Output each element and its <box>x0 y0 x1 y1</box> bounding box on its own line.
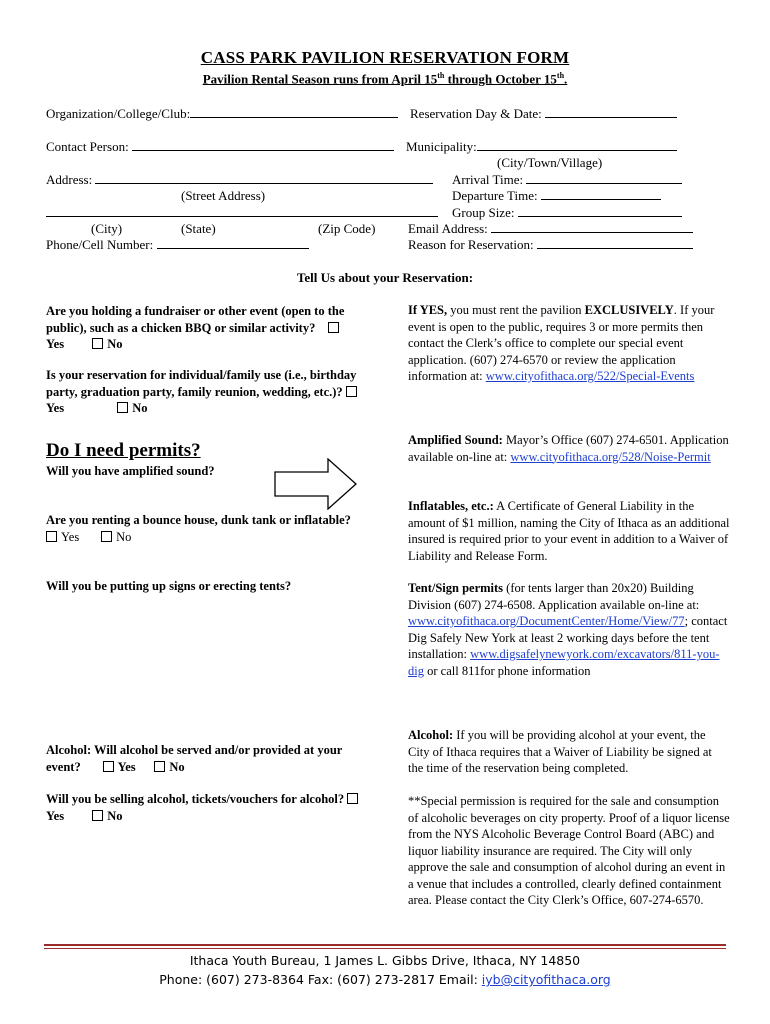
noise-permit-link[interactable]: www.cityofithaca.org/528/Noise-Permit <box>510 449 711 464</box>
tell-us-heading: Tell Us about your Reservation: <box>296 270 474 285</box>
departure-input[interactable] <box>541 188 661 200</box>
fundraiser-question: Are you holding a fundraiser or other event (open to the public), such as a chicken BBQ or similar activity? Yes No <box>46 304 345 351</box>
arrival-label: Arrival Time: <box>452 172 524 187</box>
checkbox-icon[interactable] <box>117 402 128 413</box>
footer-divider-thin <box>44 948 726 949</box>
inflatables-info: Inflatables, etc.: A Certificate of General Liability in the amount of $1 million, naming the City of Ithaca as an additional insured is required prior to your event in addition to a Waiver of Liability and Release Form. <box>408 499 730 563</box>
checkbox-icon[interactable] <box>46 531 57 542</box>
checkbox-icon[interactable] <box>103 761 114 772</box>
selling-no-option[interactable]: No <box>92 809 122 823</box>
reason-input[interactable] <box>537 237 693 249</box>
footer-contact: Phone: (607) 273-8364 Fax: (607) 273-2817 Email: iyb@cityofithaca.org <box>159 972 611 987</box>
permits-heading: Do I need permits? <box>46 440 201 461</box>
reservation-date-label: Reservation Day & Date: <box>410 106 542 121</box>
group-size-input[interactable] <box>518 205 682 217</box>
bounce-no-option[interactable]: No <box>101 530 131 544</box>
footer-divider <box>44 944 726 946</box>
contact-label: Contact Person: <box>46 139 129 154</box>
arrow-right-icon <box>274 458 358 510</box>
fundraiser-yes-option[interactable]: Yes <box>46 321 343 352</box>
zip-hint: (Zip Code) <box>318 221 376 236</box>
dig-safely-link[interactable]: www.digsafelynewyork.com/excavators/811-you-dig <box>408 647 720 678</box>
exclusive-info: If YES, you must rent the pavilion EXCLUSIVELY. If your event is open to the public, requires 3 or more permits then contact the Clerk’s office to complete our special event application. (607) 274-6570 or review the application information at: www.cityofithaca.org/522/Special-Events <box>408 303 715 383</box>
city-hint: (City) <box>91 221 123 236</box>
tent-info: Tent/Sign permits (for tents larger than 20x20) Building Division (607) 274-6508. Application available on-line at: www.cityofithaca.org/DocumentCenter/Home/View/77; contact Dig Safely New York at least 2 working days before the tent installation: www.digsafelynewyork.com/excavators/811-you-dig or call 811for phone information <box>408 581 728 678</box>
city-state-zip-input[interactable] <box>46 205 438 217</box>
email-label: Email Address: <box>408 221 488 236</box>
street-hint: (Street Address) <box>181 188 266 203</box>
phone-label: Phone/Cell Number: <box>46 237 154 252</box>
fundraiser-no-option[interactable]: No <box>92 337 122 351</box>
organization-field[interactable] <box>46 106 398 122</box>
signs-question: Will you be putting up signs or erecting tents? <box>46 579 292 593</box>
checkbox-icon[interactable] <box>92 810 103 821</box>
checkbox-icon[interactable] <box>346 386 357 397</box>
phone-field[interactable] <box>46 237 309 253</box>
arrival-field[interactable] <box>452 172 682 188</box>
email-input[interactable] <box>491 221 693 233</box>
contact-field[interactable] <box>46 139 394 155</box>
address-field[interactable] <box>46 172 433 188</box>
amplified-info: Amplified Sound: Mayor’s Office (607) 274-6501. Application available on-line at: www.cityofithaca.org/528/Noise-Permit <box>408 433 729 464</box>
footer-email-link[interactable]: iyb@cityofithaca.org <box>481 972 611 987</box>
group-size-field[interactable] <box>452 205 682 221</box>
checkbox-icon[interactable] <box>154 761 165 772</box>
reason-label: Reason for Reservation: <box>408 237 534 252</box>
document-center-link[interactable]: www.cityofithaca.org/DocumentCenter/Home/View/77 <box>408 614 685 628</box>
reservation-date-input[interactable] <box>545 106 677 118</box>
alcohol-question: Alcohol: Will alcohol be served and/or provided at your event? Yes No <box>46 743 343 774</box>
organization-label: Organization/College/Club: <box>46 106 191 121</box>
special-permission-info: **Special permission is required for the sale and consumption of alcoholic beverages on city property. Proof of a liquor license from the NYS Alcoholic Beverage Control Board (ABC) and liquor liability insurance are required. The City will only approve the sale and consumption of alcohol during an event in a venue that includes a controlled, clearly defined containment area. Please contact the City Clerk’s Office, 607-274-6570. <box>408 794 730 907</box>
checkbox-icon[interactable] <box>101 531 112 542</box>
alcohol-yes-option[interactable]: Yes <box>103 760 136 774</box>
footer-address: Ithaca Youth Bureau, 1 James L. Gibbs Drive, Ithaca, NY 14850 <box>189 953 581 968</box>
bounce-yes-option[interactable]: Yes <box>46 530 79 544</box>
group-size-label: Group Size: <box>452 205 515 220</box>
form-subtitle: Pavilion Rental Season runs from April 15th through October 15th. <box>202 71 568 87</box>
municipality-label: Municipality: <box>406 139 477 154</box>
reason-field[interactable] <box>408 237 693 253</box>
email-field[interactable] <box>408 221 693 237</box>
selling-yes-option[interactable]: Yes <box>46 792 362 823</box>
address-input[interactable] <box>95 172 433 184</box>
address-label: Address: <box>46 172 93 187</box>
amplified-question: Will you have amplified sound? <box>46 464 215 478</box>
alcohol-no-option[interactable]: No <box>154 760 184 774</box>
phone-input[interactable] <box>157 237 309 249</box>
special-events-link[interactable]: www.cityofithaca.org/522/Special-Events <box>485 369 695 383</box>
departure-field[interactable] <box>452 188 661 204</box>
state-hint: (State) <box>181 221 216 236</box>
family-question: Is your reservation for individual/family use (i.e., birthday party, graduation party, family reunion, wedding, etc.)? Yes No <box>46 367 366 417</box>
checkbox-icon[interactable] <box>347 793 358 804</box>
reservation-date-field[interactable] <box>410 106 677 122</box>
alcohol-info: Alcohol: If you will be providing alcohol at your event, the City of Ithaca requires that a Waiver of Liability be signed at the time of the reservation being completed. <box>408 728 712 775</box>
municipality-field[interactable] <box>406 139 677 155</box>
municipality-hint: (City/Town/Village) <box>497 155 603 170</box>
city-state-zip-field[interactable] <box>46 205 438 221</box>
family-no-option[interactable]: No <box>117 401 147 415</box>
selling-question: Will you be selling alcohol, tickets/vouchers for alcohol? Yes No <box>46 791 366 824</box>
arrival-input[interactable] <box>526 172 682 184</box>
checkbox-icon[interactable] <box>328 322 339 333</box>
contact-input[interactable] <box>132 139 394 151</box>
organization-input[interactable] <box>190 106 398 118</box>
family-yes-option[interactable]: Yes <box>46 385 361 416</box>
municipality-input[interactable] <box>477 139 677 151</box>
bounce-question: Are you renting a bounce house, dunk tank or inflatable? Yes No <box>46 513 351 544</box>
departure-label: Departure Time: <box>452 188 538 203</box>
checkbox-icon[interactable] <box>92 338 103 349</box>
form-title: CASS PARK PAVILION RESERVATION FORM <box>200 48 570 67</box>
